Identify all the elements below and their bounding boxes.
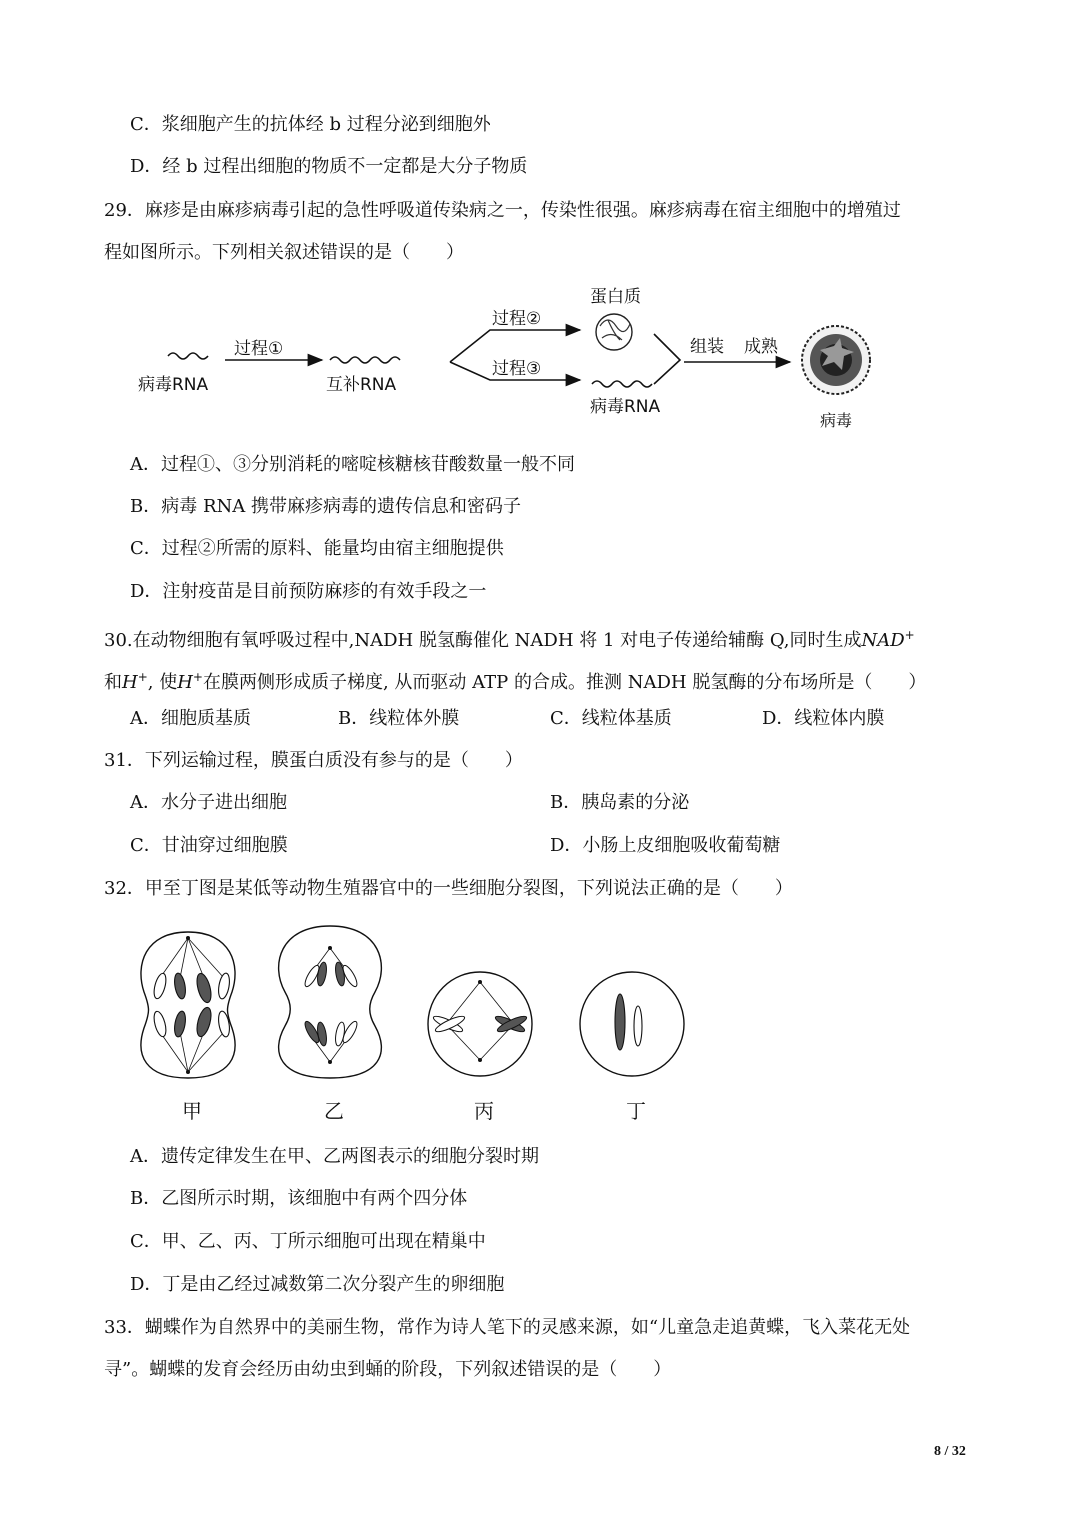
virus-rna-squiggle-right bbox=[592, 381, 652, 387]
q32-option-a: A．遗传定律发生在甲、乙两图表示的细胞分裂时期 bbox=[130, 1146, 539, 1167]
q33-stem-line1: 33．蝴蝶作为自然界中的美丽生物，常作为诗人笔下的灵感来源，如“儿童急走追黄蝶，飞入菜花无处 bbox=[104, 1317, 911, 1338]
q30-option-a: A．细胞质基质 bbox=[130, 708, 251, 729]
cell-division-figure bbox=[130, 920, 700, 1130]
page-number: 8 / 32 bbox=[934, 1444, 966, 1459]
q29-option-d: D．注射疫苗是目前预防麻疹的有效手段之一 bbox=[130, 581, 487, 602]
h-symbol-1: H bbox=[122, 672, 138, 693]
process2-label: 过程② bbox=[492, 309, 542, 329]
q31-option-d: D．小肠上皮细胞吸收葡萄糖 bbox=[550, 835, 781, 856]
nad-symbol: NAD bbox=[861, 630, 905, 651]
h-symbol-2: H bbox=[177, 672, 193, 693]
q32-stem: 32．甲至丁图是某低等动物生殖器官中的一些细胞分裂图，下列说法正确的是（ ） bbox=[104, 878, 793, 899]
assemble-label: 组装 bbox=[690, 337, 724, 357]
virus-particle-icon bbox=[802, 326, 870, 394]
q30-option-b: B．线粒体外膜 bbox=[338, 708, 460, 729]
virus-label: 病毒 bbox=[820, 411, 853, 430]
process3-label: 过程③ bbox=[492, 359, 542, 379]
complement-rna-squiggle bbox=[330, 357, 400, 363]
cell-bing bbox=[428, 972, 532, 1076]
q31-option-c: C．甘油穿过细胞膜 bbox=[130, 835, 288, 856]
q28-option-c: C．浆细胞产生的抗体经 b 过程分泌到细胞外 bbox=[130, 114, 491, 135]
q29-stem-line2: 程如图所示。下列相关叙述错误的是（ ） bbox=[104, 242, 464, 263]
complement-rna-label: 互补RNA bbox=[326, 375, 397, 395]
q32-option-d: D．丁是由乙经过减数第二次分裂产生的卵细胞 bbox=[130, 1274, 505, 1295]
mature-label: 成熟 bbox=[744, 337, 778, 357]
q32-option-b: B．乙图所示时期，该细胞中有两个四分体 bbox=[130, 1188, 468, 1209]
q29-option-b: B．病毒 RNA 携带麻疹病毒的遗传信息和密码子 bbox=[130, 496, 521, 517]
q30-option-d: D．线粒体内膜 bbox=[762, 708, 885, 729]
q30-line2-rest: 在膜两侧形成质子梯度, 从而驱动 ATP 的合成。推测 NADH 脱氢酶的分布场所是（ ） bbox=[202, 672, 927, 693]
q31-stem: 31．下列运输过程，膜蛋白质没有参与的是（ ） bbox=[104, 750, 523, 771]
h-plus-2: + bbox=[192, 670, 203, 684]
q33-stem-line2: 寻”。蝴蝶的发育会经历由幼虫到蛹的阶段，下列叙述错误的是（ ） bbox=[104, 1359, 672, 1380]
nad-plus: + bbox=[904, 628, 915, 642]
q29-option-a: A．过程①、③分别消耗的嘧啶核糖核苷酸数量一般不同 bbox=[130, 454, 575, 475]
q30-line2-make: , 使 bbox=[147, 672, 178, 693]
q30-stem-line1 bbox=[104, 622, 915, 654]
cell-label-jia: 甲 bbox=[182, 1099, 202, 1123]
process1-label: 过程① bbox=[234, 339, 284, 359]
cell-label-yi: 乙 bbox=[324, 1099, 344, 1123]
q31-option-a: A．水分子进出细胞 bbox=[130, 792, 287, 813]
virus-replication-diagram bbox=[130, 280, 890, 440]
q30-stem-line2 bbox=[104, 664, 926, 696]
q30-line2-and: 和 bbox=[104, 672, 122, 693]
cell-yi bbox=[279, 926, 382, 1078]
virus-rna-right-label: 病毒RNA bbox=[590, 397, 661, 417]
protein-label: 蛋白质 bbox=[590, 287, 641, 307]
q31-option-b: B．胰岛素的分泌 bbox=[550, 792, 690, 813]
cell-label-bing: 丙 bbox=[474, 1099, 494, 1123]
protein-icon bbox=[596, 314, 632, 350]
cell-ding bbox=[580, 972, 684, 1076]
q32-option-c: C．甲、乙、丙、丁所示细胞可出现在精巢中 bbox=[130, 1231, 486, 1252]
q30-stem-line1-text: 30.在动物细胞有氧呼吸过程中,NADH 脱氢酶催化 NADH 将 1 对电子传递给辅酶 Q,同时生成 bbox=[104, 630, 862, 651]
virus-rna-squiggle-left bbox=[168, 353, 208, 359]
q28-option-d: D．经 b 过程出细胞的物质不一定都是大分子物质 bbox=[130, 156, 528, 177]
q29-stem-line1: 29．麻疹是由麻疹病毒引起的急性呼吸道传染病之一，传染性很强。麻疹病毒在宿主细胞中的增殖过 bbox=[104, 200, 901, 221]
cell-label-ding: 丁 bbox=[626, 1099, 646, 1123]
q29-option-c: C．过程②所需的原料、能量均由宿主细胞提供 bbox=[130, 538, 504, 559]
h-plus-1: + bbox=[137, 670, 148, 684]
cell-jia bbox=[141, 932, 235, 1078]
virus-rna-left-label: 病毒RNA bbox=[138, 375, 209, 395]
q30-option-c: C．线粒体基质 bbox=[550, 708, 672, 729]
